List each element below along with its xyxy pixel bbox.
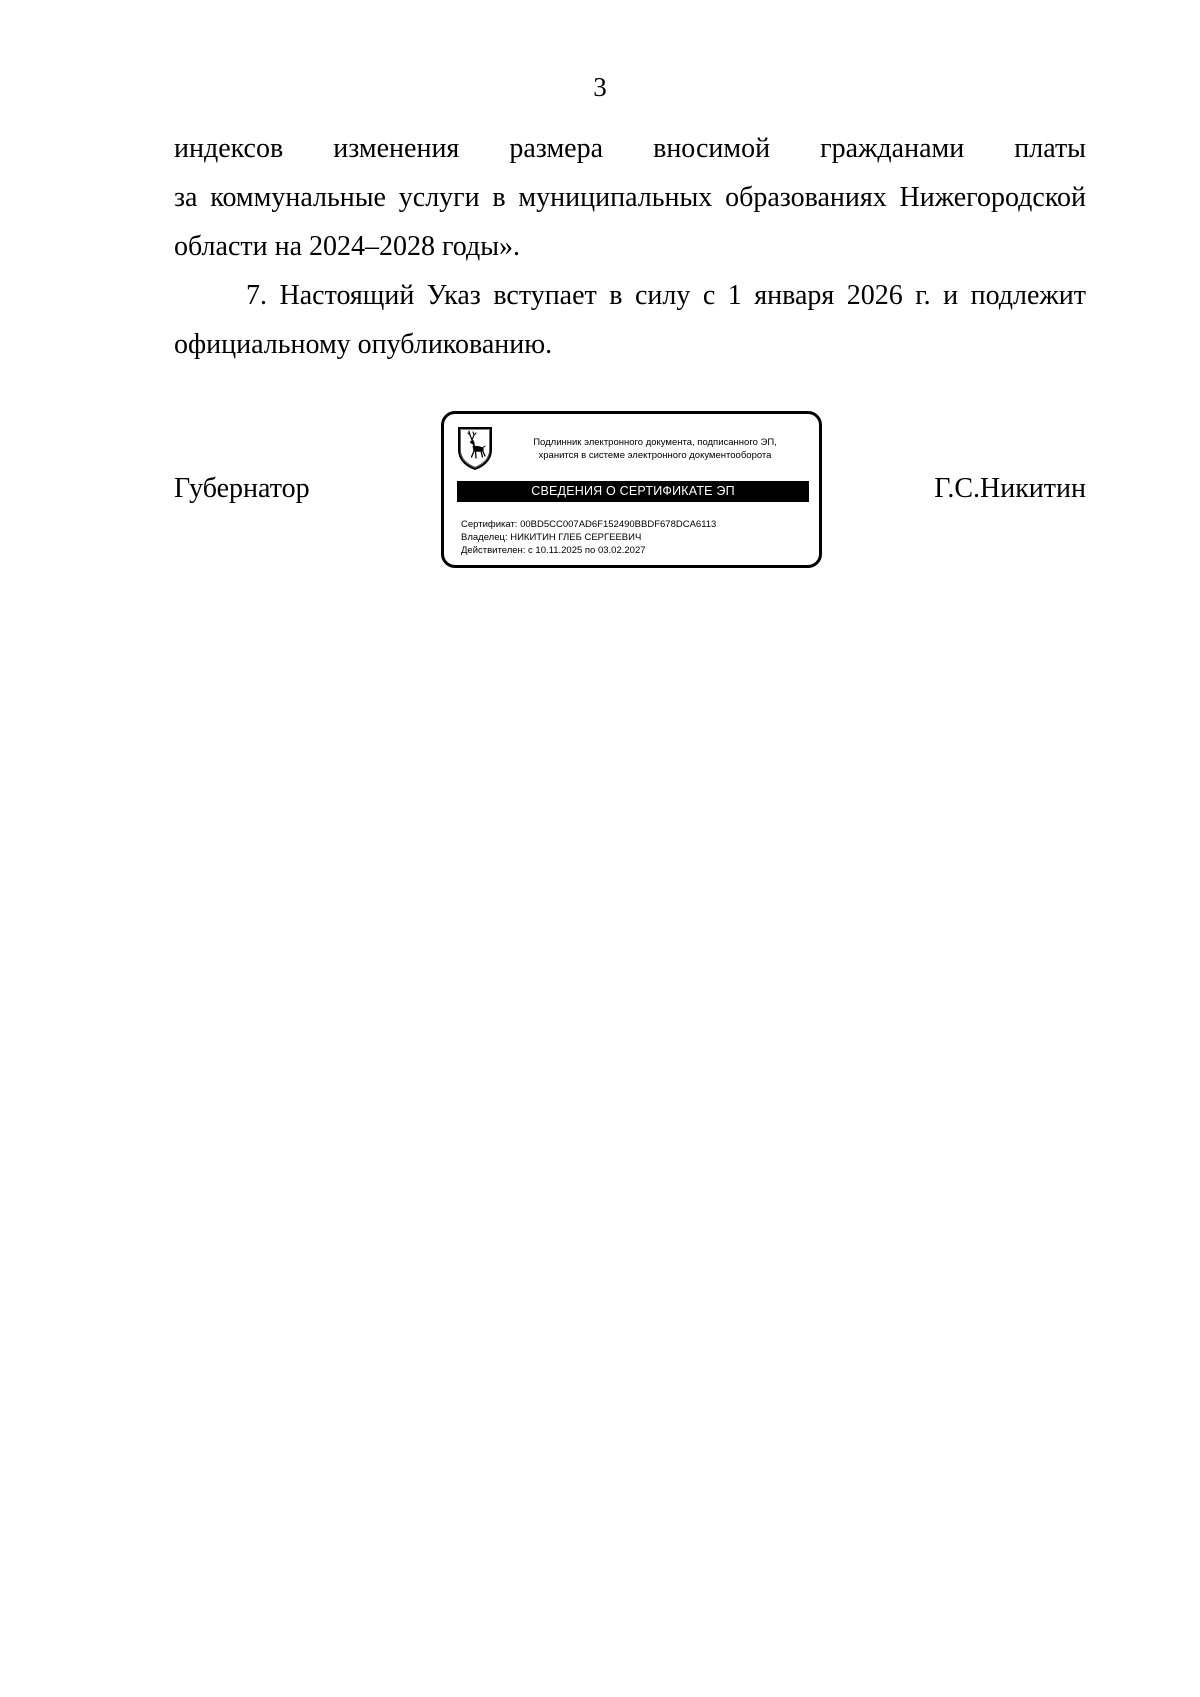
stamp-note <box>502 436 808 462</box>
certificate-owner: Владелец: НИКИТИН ГЛЕБ СЕРГЕЕВИЧ <box>461 532 642 543</box>
paragraph-line: индексов изменения размера вносимой гражданами платы <box>174 133 1086 164</box>
stamp-note-line: Подлинник электронного документа, подписанного ЭП, <box>533 437 777 448</box>
electronic-signature-stamp <box>441 411 822 568</box>
page-number: 3 <box>593 72 607 102</box>
paragraph-line: области на 2024–2028 годы». <box>174 231 521 262</box>
stamp-band-title: СВЕДЕНИЯ О СЕРТИФИКАТЕ ЭП <box>457 481 809 502</box>
deer-coat-of-arms-icon <box>457 426 493 470</box>
document-body <box>174 124 1086 369</box>
certificate-details <box>461 518 716 557</box>
paragraph-line: за коммунальные услуги в муниципальных образованиях Нижегородской <box>174 182 1086 213</box>
certificate-validity: Действителен: с 10.11.2025 по 03.02.2027 <box>461 545 646 556</box>
signer-name: Г.С.Никитин <box>934 473 1086 504</box>
certificate-number: Сертификат: 00BD5CC007AD6F152490BBDF678DCA6113 <box>461 519 717 530</box>
paragraph-line: официальному опубликованию. <box>174 329 553 360</box>
paragraph-line: 7. Настоящий Указ вступает в силу с 1 января 2026 г. и подлежит <box>246 280 1086 311</box>
stamp-note-line: хранится в системе электронного документооборота <box>538 450 772 461</box>
paragraph-item-7 <box>174 271 1086 369</box>
paragraph-continuation <box>174 124 1086 271</box>
signer-title: Губернатор <box>174 473 310 504</box>
